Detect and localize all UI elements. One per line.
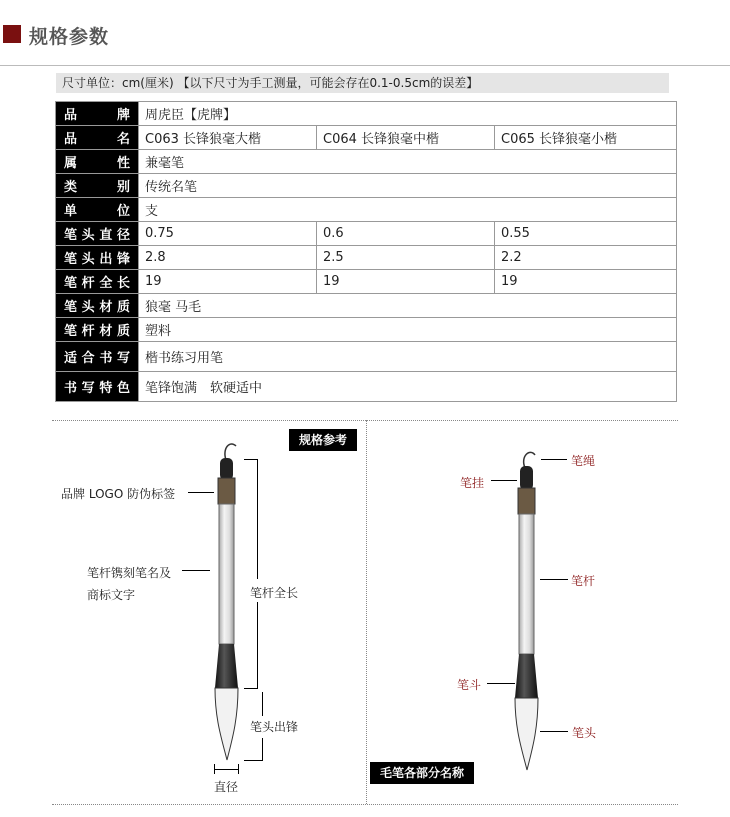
part-names-tag: 毛笔各部分名称 (370, 762, 474, 784)
section-title: 规格参数 (29, 26, 110, 48)
row-key: 笔头直径 (56, 222, 139, 246)
brush-left (215, 444, 238, 760)
row-value: 19 (495, 270, 677, 294)
tip-label: 笔头出锋 (250, 720, 299, 734)
row-value: 兼毫笔 (139, 150, 677, 174)
unit-note: 尺寸单位：cm(厘米) 【以下尺寸为手工测量，可能会存在0.1-0.5cm的误差】 (56, 73, 669, 93)
row-key: 笔头材质 (56, 294, 139, 318)
row-value: C064 长锋狼毫中楷 (317, 126, 495, 150)
row-value: 2.8 (139, 246, 317, 270)
row-value: 狼毫 马毛 (139, 294, 677, 318)
tip-bracket-line-lower (262, 738, 263, 760)
row-value: 0.75 (139, 222, 317, 246)
row-value: 塑料 (139, 318, 677, 342)
length-bracket-top (244, 459, 258, 460)
row-value: 0.6 (317, 222, 495, 246)
hook-leader (491, 480, 517, 481)
rope-label: 笔绳 (571, 454, 596, 468)
row-value: 19 (139, 270, 317, 294)
rope-leader (541, 459, 567, 460)
length-bracket-line-lower (257, 602, 258, 688)
engrave-label: 笔杆镌刻笔名及 (87, 566, 172, 580)
head-right-leader (540, 731, 568, 732)
row-key: 笔头出锋 (56, 246, 139, 270)
row-key: 笔杆全长 (56, 270, 139, 294)
diameter-line (214, 769, 238, 770)
row-value: 笔锋饱满 软硬适中 (139, 372, 677, 402)
row-value: 2.5 (317, 246, 495, 270)
head-left-leader (487, 683, 515, 684)
row-value: 周虎臣【虎牌】 (139, 102, 677, 126)
hook-label: 笔挂 (460, 476, 485, 490)
row-value: 支 (139, 198, 677, 222)
row-value: 传统名笔 (139, 174, 677, 198)
row-value: 楷书练习用笔 (139, 342, 677, 372)
row-value: C065 长锋狼毫小楷 (495, 126, 677, 150)
spec-reference-tag: 规格参考 (289, 429, 357, 451)
row-value: 0.55 (495, 222, 677, 246)
row-key: 笔杆材质 (56, 318, 139, 342)
logo-leader (188, 492, 214, 493)
tip-bracket-bottom (244, 760, 263, 761)
row-key: 类 别 (56, 174, 139, 198)
length-bracket-bottom (244, 688, 258, 689)
row-key: 适合书写 (56, 342, 139, 372)
row-value: 2.2 (495, 246, 677, 270)
row-key: 属 性 (56, 150, 139, 174)
logo-label: 品牌 LOGO 防伪标签 (61, 487, 176, 501)
row-key: 单 位 (56, 198, 139, 222)
head-left-label: 笔斗 (457, 678, 482, 692)
tip-bracket-line (262, 692, 263, 716)
engrave-leader (182, 570, 210, 571)
rod-label: 笔杆 (571, 574, 596, 588)
length-bracket-line (257, 459, 258, 579)
row-value: 19 (317, 270, 495, 294)
row-key: 书写特色 (56, 372, 139, 402)
brush-right (515, 452, 538, 770)
engrave-label-line2: 商标文字 (87, 588, 136, 602)
row-key: 品 牌 (56, 102, 139, 126)
diameter-tick-right (238, 764, 239, 774)
length-label: 笔杆全长 (250, 586, 299, 600)
diameter-label: 直径 (214, 780, 239, 794)
head-right-label: 笔头 (572, 726, 597, 740)
row-value: C063 长锋狼毫大楷 (139, 126, 317, 150)
row-key: 品 名 (56, 126, 139, 150)
rod-leader (540, 579, 568, 580)
